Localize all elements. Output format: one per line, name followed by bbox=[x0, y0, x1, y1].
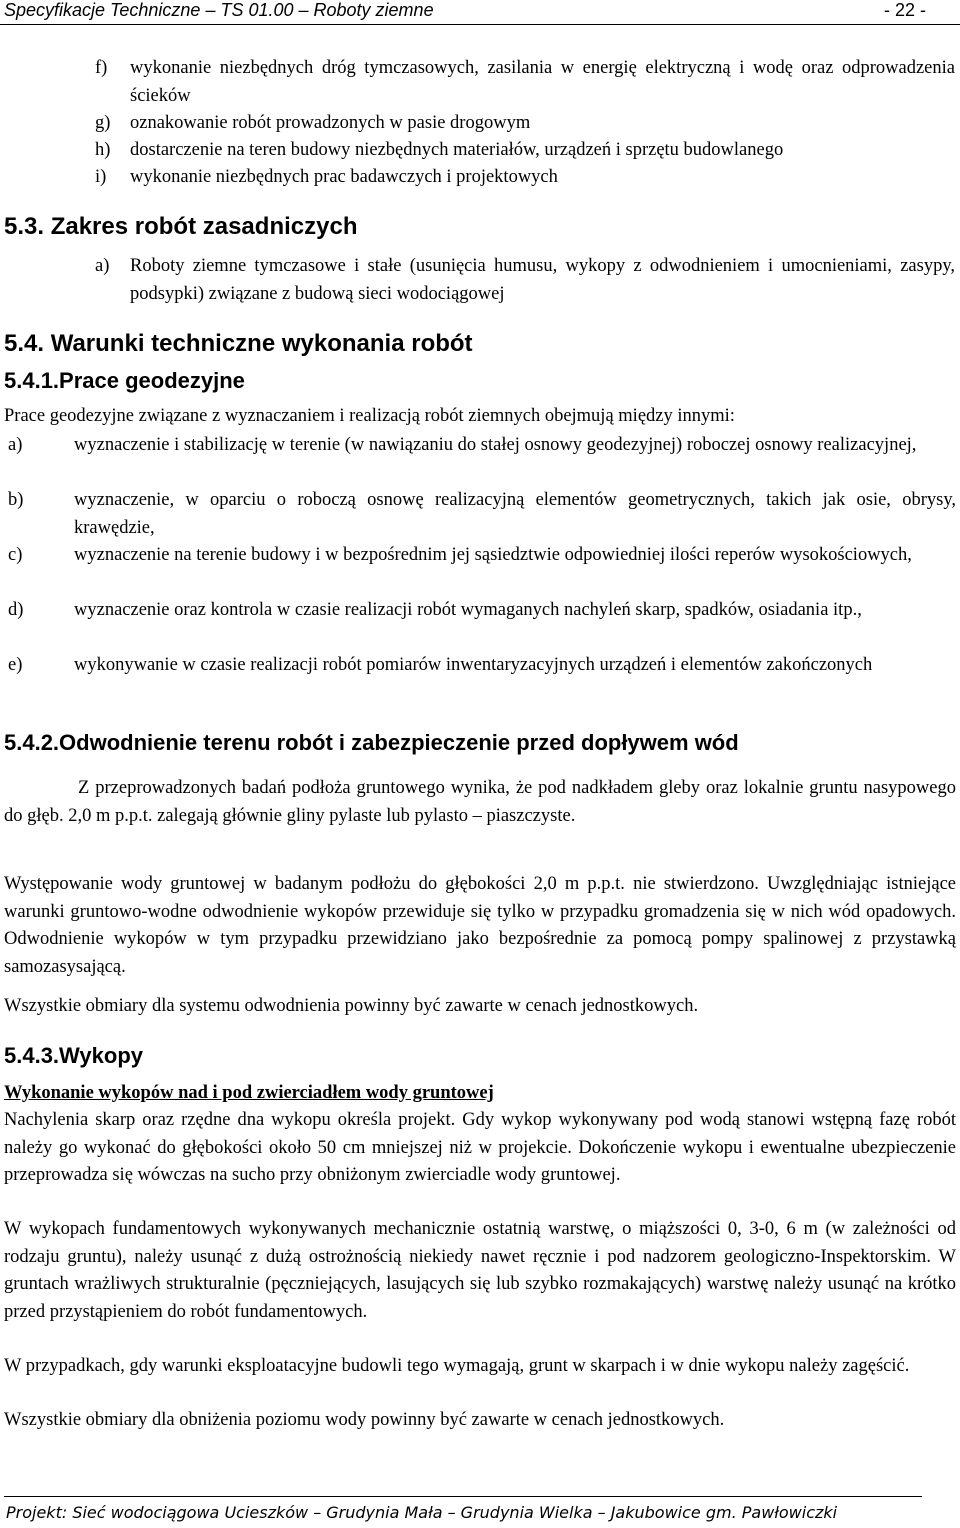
paragraph: Wszystkie obmiary dla obniżenia poziomu wody powinny być zawarte w cenach jednostkowych. bbox=[4, 1410, 725, 1430]
list-item bbox=[8, 431, 956, 487]
list-item bbox=[8, 486, 956, 542]
footer-divider bbox=[4, 1496, 922, 1497]
list-text: Roboty ziemne tymczasowe i stałe (usunięcia humusu, wykopy z odwodnieniem i umocnieniami, zasypy, podsypki) związane z budową sieci wodociągowej bbox=[130, 256, 955, 304]
list-text: wykonanie niezbędnych dróg tymczasowych, zasilania w energię elektryczną i wodę oraz odprowadzenia ścieków bbox=[130, 58, 955, 106]
section-heading: 5.4. Warunki techniczne wykonania robót bbox=[4, 330, 473, 357]
list-label: d) bbox=[8, 600, 24, 620]
list-item bbox=[95, 136, 955, 164]
list-label: b) bbox=[8, 490, 24, 510]
list-label: e) bbox=[8, 655, 23, 675]
list-item bbox=[8, 651, 956, 707]
paragraph: Nachylenia skarp oraz rzędne dna wykopu określa projekt. Gdy wykop wykonywany pod wodą stanowi wstępną fazę robót należy go wykonać do głębokości około 50 cm mniejszej niż w projekcie. Dokończenie wykopu i ewentualne ubezpieczenie przeprowadza się wówczas na sucho przy obniżonym zwierciadle wody gruntowej. bbox=[4, 1110, 956, 1185]
underlined-heading: Wykonanie wykopów nad i pod zwierciadłem wody gruntowej bbox=[4, 1083, 494, 1103]
subsection-heading: 5.4.3.Wykopy bbox=[4, 1043, 143, 1068]
page-header bbox=[0, 0, 960, 25]
list-text: dostarczenie na teren budowy niezbędnych materiałów, urządzeń i sprzętu budowlanego bbox=[130, 140, 784, 160]
list-text: oznakowanie robót prowadzonych w pasie drogowym bbox=[130, 113, 531, 133]
paragraph: W wykopach fundamentowych wykonywanych mechanicznie ostatnią warstwę, o miąższości 0, 3-0, 6 m (w zależności od rodzaju gruntu), należy usunąć z dużą ostrożnością niekiedy nawet ręcznie i pod nadzorem geologiczno-Inspektorskim. W gruntach wrażliwych strukturalnie (pęczniejących, lasujących się lub szybko rozmakających) warstwę należy usunąć na krótko przed przystąpieniem do robót fundamentowych. bbox=[4, 1219, 956, 1322]
subsection-heading: 5.4.1.Prace geodezyjne bbox=[4, 368, 245, 393]
section-heading: 5.3. Zakres robót zasadniczych bbox=[4, 213, 358, 240]
list-label: g) bbox=[95, 113, 111, 133]
list-text: wyznaczenie i stabilizację w terenie (w nawiązaniu do stałej osnowy geodezyjnej) roboczej osnowy realizacyjnej, bbox=[74, 435, 917, 455]
paragraph: Prace geodezyjne związane z wyznaczaniem i realizacją robót ziemnych obejmują między innymi: bbox=[4, 406, 735, 426]
list-label: f) bbox=[95, 58, 108, 78]
list-label: h) bbox=[95, 140, 111, 160]
list-label: i) bbox=[95, 167, 107, 187]
list-text: wyznaczenie, w oparciu o roboczą osnowę realizacyjną elementów geometrycznych, takich jak osie, obrysy, krawędzie, bbox=[74, 490, 956, 538]
list-label: a) bbox=[95, 256, 110, 276]
header-title: Specyfikacje Techniczne – TS 01.00 – Roboty ziemne bbox=[4, 0, 434, 20]
list-text: wyznaczenie oraz kontrola w czasie realizacji robót wymaganych nachyleń skarp, spadków, osiadania itp., bbox=[74, 600, 862, 620]
list-text: wykonanie niezbędnych prac badawczych i projektowych bbox=[130, 167, 558, 187]
paragraph: Wszystkie obmiary dla systemu odwodnienia powinny być zawarte w cenach jednostkowych. bbox=[4, 996, 699, 1016]
list-item bbox=[8, 541, 956, 597]
page-footer: Projekt: Sieć wodociągowa Ucieszków – Grudynia Mała – Grudynia Wielka – Jakubowice gm. Pawłowiczki bbox=[6, 1503, 838, 1522]
subsection-heading: 5.4.2.Odwodnienie terenu robót i zabezpieczenie przed dopływem wód bbox=[4, 730, 739, 755]
paragraph: Z przeprowadzonych badań podłoża gruntowego wynika, że pod nadkładem gleby oraz lokalnie gruntu nasypowego do głęb. 2,0 m p.p.t. zalegają głównie gliny pylaste lub pylasto – piaszczyste. bbox=[4, 778, 956, 826]
list-item bbox=[95, 54, 955, 110]
list-label: a) bbox=[8, 435, 23, 455]
list-text: wykonywanie w czasie realizacji robót pomiarów inwentaryzacyjnych urządzeń i elementów zakończonych bbox=[74, 655, 873, 675]
paragraph: W przypadkach, gdy warunki eksploatacyjne budowli tego wymagają, grunt w skarpach i w dnie wykopu należy zagęścić. bbox=[4, 1356, 910, 1376]
list-item bbox=[95, 252, 955, 308]
list-item bbox=[95, 163, 955, 191]
list-text: wyznaczenie na terenie budowy i w bezpośrednim jej sąsiedztwie odpowiedniej ilości reperów wysokościowych, bbox=[74, 545, 912, 565]
list-item bbox=[95, 109, 955, 137]
list-item bbox=[8, 596, 956, 652]
page-number: - 22 - bbox=[883, 0, 926, 20]
list-label: c) bbox=[8, 545, 23, 565]
paragraph: Występowanie wody gruntowej w badanym podłożu do głębokości 2,0 m p.p.t. nie stwierdzono. Uwzględniając istniejące warunki gruntowo-wodne odwodnienie wykopów przewiduje się tylko w przypadku gromadzenia się w nich wód opadowych. Odwodnienie wykopów w tym przypadku przewidziano jako bezpośrednie za pomocą pompy spalinowej z przystawką samozasysającą. bbox=[4, 874, 956, 977]
